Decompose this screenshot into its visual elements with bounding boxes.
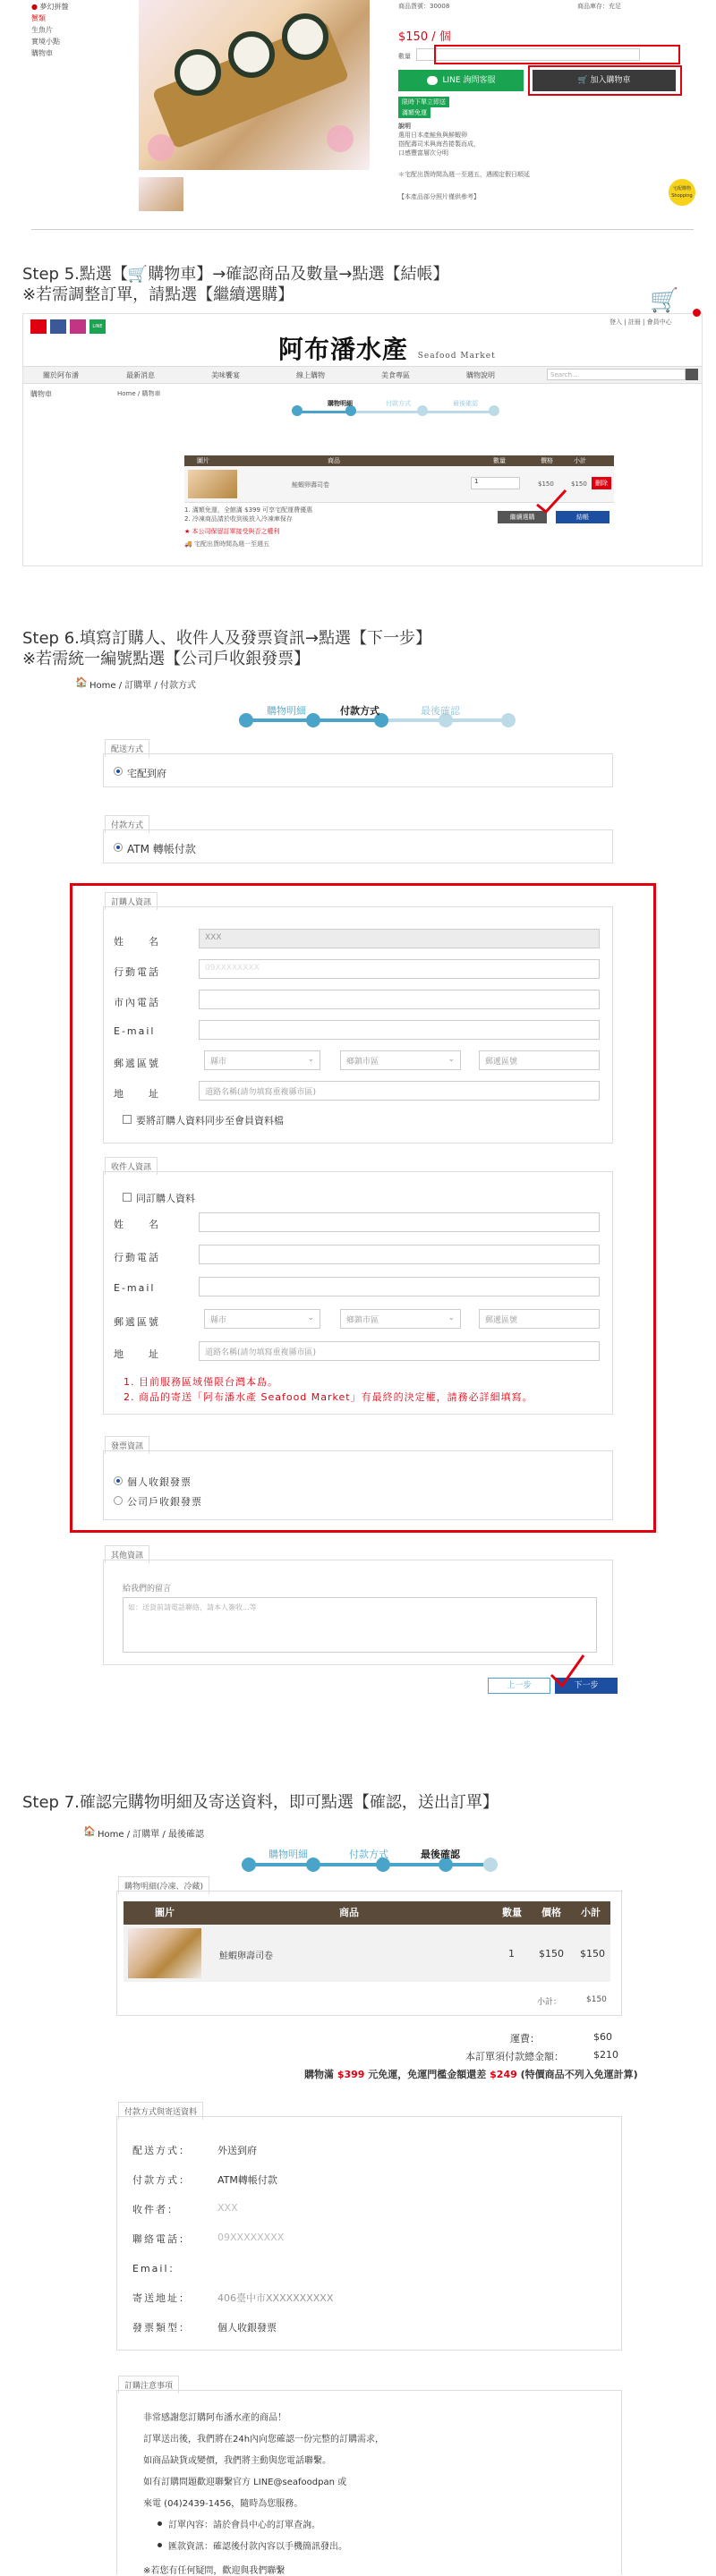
product-price: $150 / 個 xyxy=(398,30,451,44)
invoice-personal-label[interactable]: 個人收銀發票 xyxy=(127,1476,192,1488)
nav-item[interactable]: 美食專區 xyxy=(381,371,410,379)
receiver-name-label: 姓 名 xyxy=(114,1219,160,1230)
step4-screenshot xyxy=(22,0,694,231)
table-header-price: 價格 xyxy=(532,1901,571,1925)
home-icon[interactable]: 🏠 xyxy=(83,1825,96,1837)
progress-dot xyxy=(483,1858,498,1872)
cart-table-header: 圖片 商品 數量 價格 小計 xyxy=(184,455,614,466)
continue-shopping-button[interactable]: 繼續選購 xyxy=(498,511,547,523)
item-qty: 1 xyxy=(508,1948,515,1960)
add-to-cart-button[interactable]: 🛒 加入購物車 xyxy=(533,70,676,91)
service-warning: 1. 目前服務區域僅限台灣本島。 xyxy=(124,1376,278,1388)
progress-dot xyxy=(417,405,428,416)
info-row-label: 配送方式： xyxy=(132,2145,191,2156)
sidebar-item[interactable]: ● 夢幻拼盤 xyxy=(31,3,69,11)
order-note: ※若您有任何疑問，歡迎與我們聯繫 xyxy=(143,2566,286,2576)
qty-label: 數量 xyxy=(398,53,411,60)
buyer-section-title: 訂購人資訊 xyxy=(105,892,158,910)
shipping-label: 運費： xyxy=(510,2033,540,2045)
order-note: 如有訂購問題歡迎聯繫官方 LINE@seafoodpan 或 xyxy=(143,2478,347,2487)
info-row-value: ATM轉帳付款 xyxy=(217,2174,277,2186)
subtotal-value: $150 xyxy=(586,1995,607,2004)
red-check-mark xyxy=(533,489,569,515)
product-image xyxy=(139,0,370,170)
receiver-email-field[interactable] xyxy=(199,1277,600,1297)
info-row-label: 聯絡電話： xyxy=(132,2233,191,2245)
nav-item[interactable]: 美味饗宴 xyxy=(211,371,240,379)
progress-step: 付款方式 xyxy=(386,400,411,407)
receiver-district-select[interactable]: 鄉鎮市區 ⌄ xyxy=(340,1309,461,1329)
buyer-name-label: 姓 名 xyxy=(114,936,160,948)
info-row-label: Email： xyxy=(132,2263,181,2274)
same-as-buyer-label[interactable]: 同訂購人資料 xyxy=(136,1193,195,1204)
info-row-label: 寄送地址： xyxy=(132,2292,191,2304)
cart-item-image xyxy=(188,470,237,498)
progress-dot xyxy=(239,713,253,727)
item-subtotal: $150 xyxy=(580,1948,605,1960)
delivery-panel xyxy=(103,753,613,787)
step6-subtitle: ※若需統一編號點選【公司戶收銀發票】 xyxy=(22,650,311,668)
step6-title: Step 6.填寫訂購人、收件人及發票資訊→點選【下一步】 xyxy=(22,629,431,648)
shipping-notice: ＊宅配出貨時間為週一至週五，遇國定假日順延 xyxy=(398,171,530,178)
progress-dot xyxy=(501,713,516,727)
prev-button[interactable]: 上一步 xyxy=(488,1678,550,1694)
divider xyxy=(31,229,694,230)
table-header-qty: 數量 xyxy=(492,1901,532,1925)
desc-title: 說明 xyxy=(398,123,411,130)
message-label: 給我們的留言 xyxy=(123,1585,172,1594)
progress-track xyxy=(248,1863,490,1866)
bullet xyxy=(158,2521,162,2526)
notes-section-title: 訂購注意事項 xyxy=(118,2376,179,2393)
buyer-zip-label: 郵遞區號 xyxy=(114,1058,160,1069)
checkout-button[interactable]: 結帳 xyxy=(556,511,609,523)
invoice-company-radio[interactable] xyxy=(114,1496,123,1505)
product-code: 商品貨號：30008 xyxy=(398,3,450,10)
item-image xyxy=(128,1928,201,1978)
next-button[interactable]: 下一步 xyxy=(555,1678,618,1694)
desc-line: 口感豐富層次分明 xyxy=(398,149,448,157)
cart-highlight xyxy=(528,65,682,96)
sidebar xyxy=(31,2,139,58)
sync-member-checkbox[interactable] xyxy=(123,1115,132,1124)
buyer-phone-field[interactable] xyxy=(199,990,600,1009)
buyer-address-field[interactable]: 道路名稱(請勿填寫重複縣市區) xyxy=(199,1081,600,1101)
receiver-name-field[interactable] xyxy=(199,1212,600,1232)
sidebar-item[interactable]: 蟹類 xyxy=(31,14,46,22)
invoice-personal-radio[interactable] xyxy=(114,1476,123,1485)
shipping-value: $60 xyxy=(593,2031,612,2043)
buyer-phone-label: 市內電話 xyxy=(114,997,160,1008)
line-icon[interactable]: LINE xyxy=(90,319,106,334)
qty-select[interactable]: 1 xyxy=(471,477,520,489)
info-row-value: XXX xyxy=(217,2202,238,2214)
table-header-image: 圖片 xyxy=(124,1901,206,1925)
progress-filled xyxy=(296,411,350,413)
progress-step: 購物明細 xyxy=(267,705,306,717)
line-icon xyxy=(427,76,438,85)
main-nav xyxy=(23,366,702,384)
progress-step: 付款方式 xyxy=(349,1849,388,1860)
other-section-title: 其他資訊 xyxy=(105,1545,149,1563)
message-textarea[interactable]: 如：送貨前請電話聯絡，請本人簽收...等 xyxy=(123,1597,597,1653)
payment-radio[interactable] xyxy=(114,843,123,852)
order-note-bullet: 匯款資訊：確認後付款內容以手機簡訊發出。 xyxy=(168,2542,347,2552)
youtube-icon[interactable] xyxy=(30,319,47,334)
desc-line: 選用日本產鮭魚與鮮蝦卵 xyxy=(398,132,467,139)
progress-dot xyxy=(306,1858,320,1872)
receiver-zip-field[interactable]: 郵遞區號 xyxy=(479,1309,600,1329)
step5-subtitle: ※若需調整訂單，請點選【繼續選購】 xyxy=(22,285,294,304)
info-row-value: 個人收銀發票 xyxy=(217,2322,277,2334)
delete-button[interactable]: 刪除 xyxy=(592,477,611,489)
nav-item[interactable]: 購物說明 xyxy=(466,371,495,379)
info-row-value: 09XXXXXXXX xyxy=(217,2232,285,2243)
item-name[interactable]: 鮭蝦卵壽司卷 xyxy=(219,1951,273,1961)
search-input[interactable]: Search... xyxy=(547,369,686,380)
sidebar-item[interactable]: 生魚片 xyxy=(31,26,53,34)
step7-title: Step 7.確認完購物明細及寄送資料，即可點選【確認，送出訂單】 xyxy=(22,1793,499,1812)
progress-step: 購物明細 xyxy=(268,1849,308,1860)
progress-step: 最後確認 xyxy=(453,400,478,407)
buyer-district-select[interactable]: 鄉鎮市區 ⌄ xyxy=(340,1050,461,1070)
promo-text: 購物滿 $399 元免運，免運門檻金額還差 $249 (特價商品不列入免運計算) xyxy=(304,2069,638,2080)
red-check-mark xyxy=(548,1654,588,1689)
cart-icon[interactable]: 🛒 xyxy=(650,287,679,314)
buyer-mobile-field[interactable]: 09XXXXXXXX xyxy=(199,959,600,979)
bullet xyxy=(158,2543,162,2547)
cart-note: 🚚 宅配出貨時間為週一至週五 xyxy=(184,540,269,548)
subtotal-label: 小計： xyxy=(537,1998,562,2007)
desc-line: 搭配壽司米與海苔捲製而成， xyxy=(398,140,480,148)
progress-dot xyxy=(306,713,320,727)
login-links[interactable]: 登入 | 註冊 | 會員中心 xyxy=(609,319,672,326)
delivery-section-title: 配送方式 xyxy=(105,739,149,757)
delivery-radio[interactable] xyxy=(114,767,123,776)
buyer-mobile-label: 行動電話 xyxy=(114,966,160,978)
progress-step: 最後確認 xyxy=(421,1849,460,1860)
sidebar-item[interactable]: 購物車 xyxy=(31,49,53,57)
stock-status: 商品庫存：充足 xyxy=(577,3,621,10)
invoice-section-title: 發票資訊 xyxy=(105,1436,149,1454)
nav-item[interactable]: 關於阿布潘 xyxy=(43,371,79,379)
facebook-icon[interactable] xyxy=(50,319,66,334)
progress-dot xyxy=(242,1858,256,1872)
promo-tag: 限時下單立即送 xyxy=(398,97,449,107)
nav-item[interactable]: 線上購物 xyxy=(296,371,325,379)
breadcrumb[interactable]: Home / 訂購單 / 付款方式 xyxy=(90,681,196,691)
invoice-company-label[interactable]: 公司戶收銀發票 xyxy=(127,1496,202,1508)
instagram-icon[interactable] xyxy=(70,319,86,334)
receiver-mobile-label: 行動電話 xyxy=(114,1252,160,1263)
progress-step: 購物明細 xyxy=(328,400,353,407)
sync-member-label[interactable]: 要將訂購人資料同步至會員資料檔 xyxy=(136,1115,284,1126)
receiver-section-title: 收件人資訊 xyxy=(105,1157,158,1175)
search-button[interactable] xyxy=(686,369,698,380)
product-thumbnail[interactable] xyxy=(139,177,183,211)
info-row-value: 外送到府 xyxy=(217,2145,257,2156)
buyer-city-select[interactable]: 縣市 ⌄ xyxy=(204,1050,320,1070)
same-as-buyer-checkbox[interactable] xyxy=(123,1193,132,1202)
order-note-bullet: 訂單內容：請於會員中心的訂單查詢。 xyxy=(168,2521,320,2530)
progress-dot xyxy=(292,405,303,416)
item-price: $150 xyxy=(539,1948,564,1960)
breadcrumb[interactable]: Home / 訂購單 / 最後確認 xyxy=(98,1830,204,1840)
receiver-address-field[interactable]: 道路名稱(請勿填寫重複縣市區) xyxy=(199,1341,600,1361)
cart-item-subtotal: $150 xyxy=(571,480,587,488)
nav-item[interactable]: 最新消息 xyxy=(126,371,155,379)
cart-item-name[interactable]: 鮭蝦卵壽司卷 xyxy=(292,481,329,489)
shopping-badge: 宅配購物 Shopping xyxy=(669,179,695,206)
service-warning: 2. 商品的寄送「阿布潘水產 Seafood Market」有最終的決定權，請務必詳細填寫。 xyxy=(124,1391,533,1403)
cart-note: 2. 冷凍商品請於收到後放入冷凍庫保存 xyxy=(184,515,293,523)
cart-note: ★ 本公司保留訂單接受與否之權利 xyxy=(184,528,280,535)
cart-badge xyxy=(693,309,701,317)
receiver-email-label: E-mail xyxy=(114,1282,156,1294)
buyer-email-label: E-mail xyxy=(114,1025,156,1037)
home-icon[interactable]: 🏠 xyxy=(75,676,88,688)
total-label: 本訂單須付款總金額： xyxy=(465,2051,564,2062)
progress-step: 付款方式 xyxy=(340,705,379,717)
cart-note: 1. 滿額免運，全館滿 $399 可享宅配運費優惠 xyxy=(184,506,313,514)
detail-section-title: 購物明細(冷凍、冷藏) xyxy=(118,1876,209,1894)
order-note: 非常感謝您訂購阿布潘水產的商品！ xyxy=(143,2413,286,2423)
step5-title: Step 5.點選【🛒購物車】→確認商品及數量→點選【結帳】 xyxy=(22,265,449,284)
side-label: 購物車 xyxy=(30,390,52,398)
receiver-mobile-field[interactable] xyxy=(199,1245,600,1264)
info-section-title: 付款方式與寄送資料 xyxy=(118,2102,203,2120)
progress-step: 最後確認 xyxy=(421,705,460,717)
photo-notice: 【本產品部分照片僅供參考】 xyxy=(398,193,480,200)
order-note: 來電 (04)2439-1456，隨時為您服務。 xyxy=(143,2499,303,2509)
qty-highlight xyxy=(434,45,680,64)
buyer-zip-field[interactable]: 郵遞區號 xyxy=(479,1050,600,1070)
delivery-option-label[interactable]: 宅配到府 xyxy=(127,768,166,779)
sidebar-item[interactable]: 實境小點 xyxy=(31,38,60,46)
cart-item-price: $150 xyxy=(538,480,554,488)
buyer-addr-label: 地 址 xyxy=(114,1088,160,1100)
payment-section-title: 付款方式 xyxy=(105,815,149,833)
info-panel xyxy=(116,2116,622,2351)
receiver-city-select[interactable]: 縣市 ⌄ xyxy=(204,1309,320,1329)
info-row-label: 付款方式： xyxy=(132,2174,191,2186)
table-header-subtotal: 小計 xyxy=(571,1901,610,1925)
info-row-label: 收件者： xyxy=(132,2204,179,2215)
cart-icon: 🛒 xyxy=(577,76,588,85)
info-row-value: 406臺中市XXXXXXXXXX xyxy=(217,2292,334,2304)
total-value: $210 xyxy=(593,2049,618,2061)
buyer-email-field[interactable] xyxy=(199,1020,600,1040)
receiver-zip-label: 郵遞區號 xyxy=(114,1316,160,1328)
brand-name: 阿布潘水產 xyxy=(278,335,409,364)
buyer-name-field[interactable]: XXX xyxy=(199,929,600,948)
payment-option-label[interactable]: ATM 轉帳付款 xyxy=(127,843,196,855)
receiver-addr-label: 地 址 xyxy=(114,1348,160,1360)
table-header-product: 商品 xyxy=(206,1901,492,1925)
brand-subname: Seafood Market xyxy=(417,352,496,361)
promo-tag: 滿額免運 xyxy=(398,107,430,118)
progress-dot xyxy=(489,405,499,416)
info-row-label: 發票類型： xyxy=(132,2322,191,2334)
order-note: 如商品缺貨或變價，我們將主動與您電話聯繫。 xyxy=(143,2456,331,2466)
breadcrumb[interactable]: Home / 購物車 xyxy=(117,390,161,397)
order-note: 訂單送出後，我們將在24h內向您確認一份完整的訂購需求， xyxy=(143,2435,385,2444)
line-button[interactable]: LINE 詢問客服 xyxy=(398,70,524,91)
brand-logo[interactable] xyxy=(278,330,496,366)
